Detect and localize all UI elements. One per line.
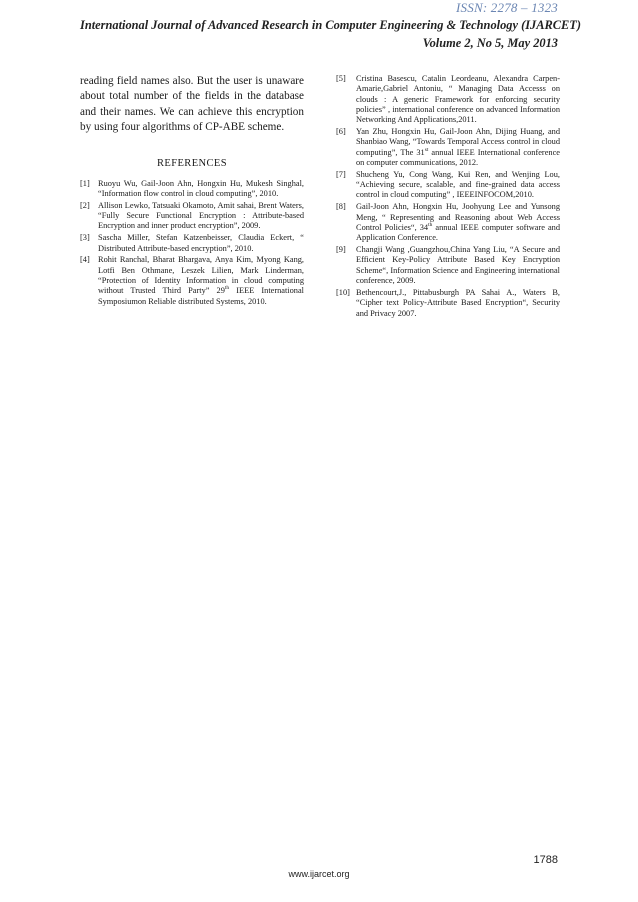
reference-number: [10]: [336, 287, 350, 297]
reference-number: [3]: [80, 233, 90, 243]
reference-text: [98, 255, 304, 306]
reference-text-part: Yan Zhu, Hongxin Hu, Gail-Joon Ahn, Dijing Huang, and Shanbiao Wang, “Towards Temporal Access control in cloud computing”, The 31: [356, 127, 560, 157]
reference-text: Sascha Miller, Stefan Katzenbeisser, Claudia Eckert, “ Distributed Attribute-based encryption”, 2010.: [98, 233, 304, 253]
reference-item: [336, 288, 560, 319]
reference-text-part: annual IEEE International conference on computer communications, 2012.: [356, 147, 560, 167]
reference-item: [80, 255, 304, 306]
reference-text-part: Gail-Joon Ahn, Hongxin Hu, Joohyung Lee and Yunsong Meng, “ Representing and Reasoning about Web Access Control Policies“, 34: [356, 202, 560, 232]
reference-text: [356, 202, 560, 243]
reference-number: [9]: [336, 245, 346, 255]
reference-text: Changji Wang ,Guangzhou,China Yang Liu, “A Secure and Efficient Key-Policy Attribute Based Key Encryption Scheme“, Information Science and Engineering international conference, 2009.: [356, 245, 560, 286]
reference-text-part: annual IEEE computer software and Application Conference.: [356, 222, 560, 243]
ordinal-suffix: th: [428, 222, 433, 229]
journal-title: International Journal of Advanced Research in Computer Engineering & Technology (IJARCET): [80, 18, 581, 32]
reference-item: [80, 201, 304, 232]
reference-text-part: IEEE International Symposiumon Reliable distributed Systems, 2010.: [98, 286, 304, 306]
right-column: [336, 74, 560, 320]
reference-item: [336, 170, 560, 201]
reference-text-part: Rohit Ranchal, Bharat Bhargava, Anya Kim, Myong Kang, Lotfi Ben Othmane, Leszek Lilien, Mark Linderman, “Protection of Identity Information in cloud computing without Trusted Third Party” 29: [98, 255, 304, 296]
reference-text: [356, 127, 560, 168]
reference-item: [80, 233, 304, 254]
left-column: [80, 74, 304, 309]
reference-text: Bethencourt,J., Pittabusburgh PA Sahai A., Waters B, “Cipher text Policy-Attribute Based Encryption“, Security and Privacy 2007.: [356, 287, 560, 318]
reference-number: [4]: [80, 255, 90, 265]
reference-item: [336, 74, 560, 125]
reference-text: Ruoyu Wu, Gail-Joon Ahn, Hongxin Hu, Mukesh Singhal, “Information flow control in cloud computing”, 2010.: [98, 178, 304, 198]
references-heading: REFERENCES: [157, 157, 227, 169]
reference-item: [336, 245, 560, 286]
reference-number: [7]: [336, 169, 346, 179]
reference-number: [5]: [336, 74, 346, 83]
reference-item: [80, 179, 304, 200]
ordinal-suffix: st: [424, 146, 429, 153]
page-number: 1788: [533, 854, 558, 866]
issn-label: ISSN: 2278 – 1323: [456, 0, 558, 15]
body-paragraph: reading field names also. But the user is unaware about total number of the fields in the database and their names. We can achieve this encryption by using four algorithms of CP-ABE scheme.: [80, 75, 304, 134]
reference-text: Shucheng Yu, Cong Wang, Kui Ren, and Wenjing Lou, “Achieving secure, scalable, and fine-grained data access control in cloud computing” , IEEEINFOCOM,2010.: [356, 169, 560, 200]
reference-number: [6]: [336, 127, 346, 137]
reference-item: [336, 202, 560, 243]
reference-number: [2]: [80, 200, 90, 210]
reference-item: [336, 127, 560, 168]
reference-number: [8]: [336, 202, 346, 212]
reference-text: Allison Lewko, Tatsuaki Okamoto, Amit sahai, Brent Waters, “Fully Secure Functional Encryption : Attribute-based Encryption and inner product encryption”, 2009.: [98, 200, 304, 231]
ordinal-suffix: th: [224, 285, 230, 292]
volume-info: Volume 2, No 5, May 2013: [422, 36, 558, 50]
reference-text: Cristina Basescu, Catalin Leordeanu, Alexandra Carpen-Amarie,Gabriel Antoniu, “ Managing Data Accesss on clouds : A generic Framework for enforcing security policies” , international conference on advanced Information Networking And Applications,2011.: [356, 74, 560, 125]
footer-url: www.ijarcet.org: [288, 869, 350, 879]
reference-number: [1]: [80, 178, 90, 188]
